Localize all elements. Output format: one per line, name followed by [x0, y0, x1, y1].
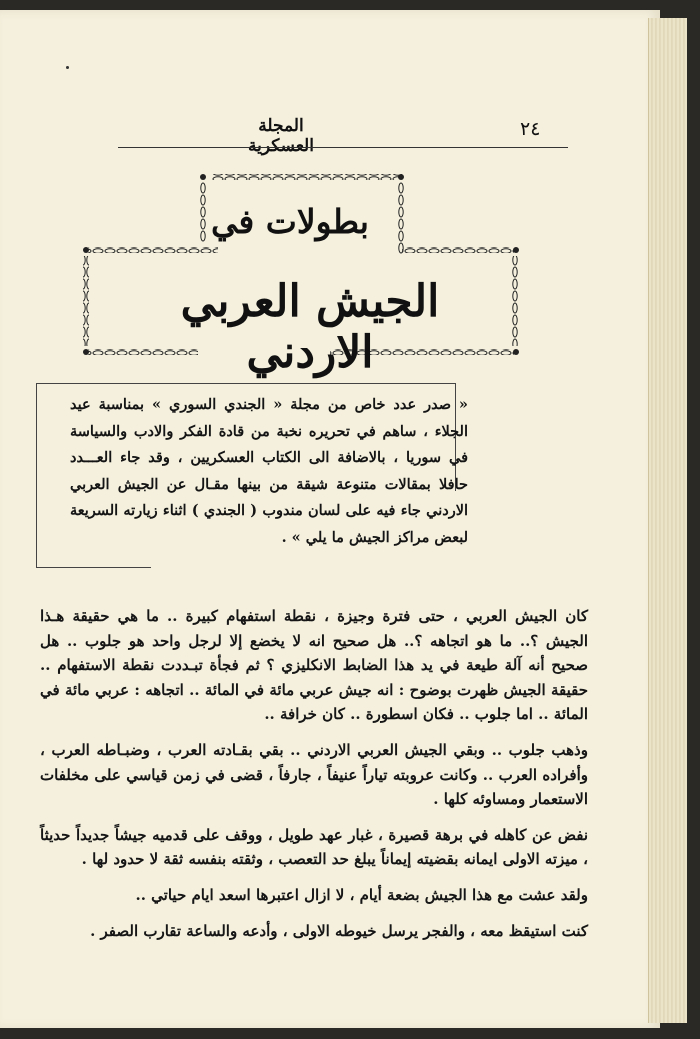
- box-left-border: [36, 383, 37, 568]
- box-bottom-border: [36, 567, 151, 568]
- paragraph: نفض عن كاهله في برهة قصيرة ، غبار عهد طويل ، ووقف على قدميه جيشاً جديداً حديثاً ، ميزته الاولى ايمانه بقضيته إيماناً يبلغ حد التعصب ، وثقته بنفسه ثقة لا حدود لها .: [40, 825, 588, 869]
- paragraph: كان الجيش العربي ، حتى فترة وجيزة ، نقطة استفهام كبيرة .. ما هي حقيقة هـذا الجيش ؟.. ما هو اتجاهه ؟.. هل صحيح انه لا يخضع إلا لرجل واحد هو جلوب .. هل صحيح أنه آلة طيعة في يد هذا الضابط الانكليزي ؟ ثم فجأة تبـددت نقطة الاستفهام .. حقيقة الجيش ظهرت بوضوح : انه جيش عربي مائة في المائة .. اتجاهه : عربي مائة في المائة .. اما جلوب .. فكان اسطورة .. كان خرافة ..: [40, 607, 588, 724]
- header-rule: [118, 147, 568, 148]
- paragraph: ولقد عشت مع هذا الجيش بضعة أيام ، لا ازال اعتبرها اسعد ايام حياتي ..: [135, 885, 588, 904]
- page-number: ٢٤: [520, 118, 541, 140]
- box-top-border: [36, 383, 456, 384]
- title-line-2: الجيش العربي الاردني: [180, 276, 440, 378]
- article-body: [40, 604, 588, 954]
- paragraph: كنت استيقظ معه ، والفجر يرسل خيوطه الاولى ، وأدعه والساعة تقارب الصفر .: [90, 921, 588, 940]
- title-line-1: بطولات في: [211, 202, 369, 241]
- journal-title: المجلة العسكرية: [248, 116, 314, 156]
- scan-background: [0, 1028, 700, 1039]
- paragraph: وذهب جلوب .. وبقي الجيش العربي الاردني .. بقي بقـادته العرب ، وضبـاطه العرب ، وأفراده العرب .. وكانت عروبته تياراً عنيفاً ، جارفاً ، قضى في زمن قياسي على مخلفات الاستعمار ومساوئه كلها .: [40, 740, 588, 809]
- intro-paragraph: « صدر عدد خاص من مجلة « الجندي السوري » بمناسبة عيد الجلاء ، ساهم في تحريره نخبة من قادة الفكر والادب والسياسة في سوريا ، بالاضافة الى الكتاب العسكريين ، وقد جاء العـــدد حافلا بمقالات متنوعة شيقة من بينها مقـال عن الجيش العربي الاردني جاء فيه على لسان مندوب ( الجندي ) اثناء زيارته السريعة لبعض مراكز الجيش ما يلي » .: [70, 396, 468, 546]
- ink-dot: [66, 66, 69, 69]
- page-edges: [648, 18, 687, 1023]
